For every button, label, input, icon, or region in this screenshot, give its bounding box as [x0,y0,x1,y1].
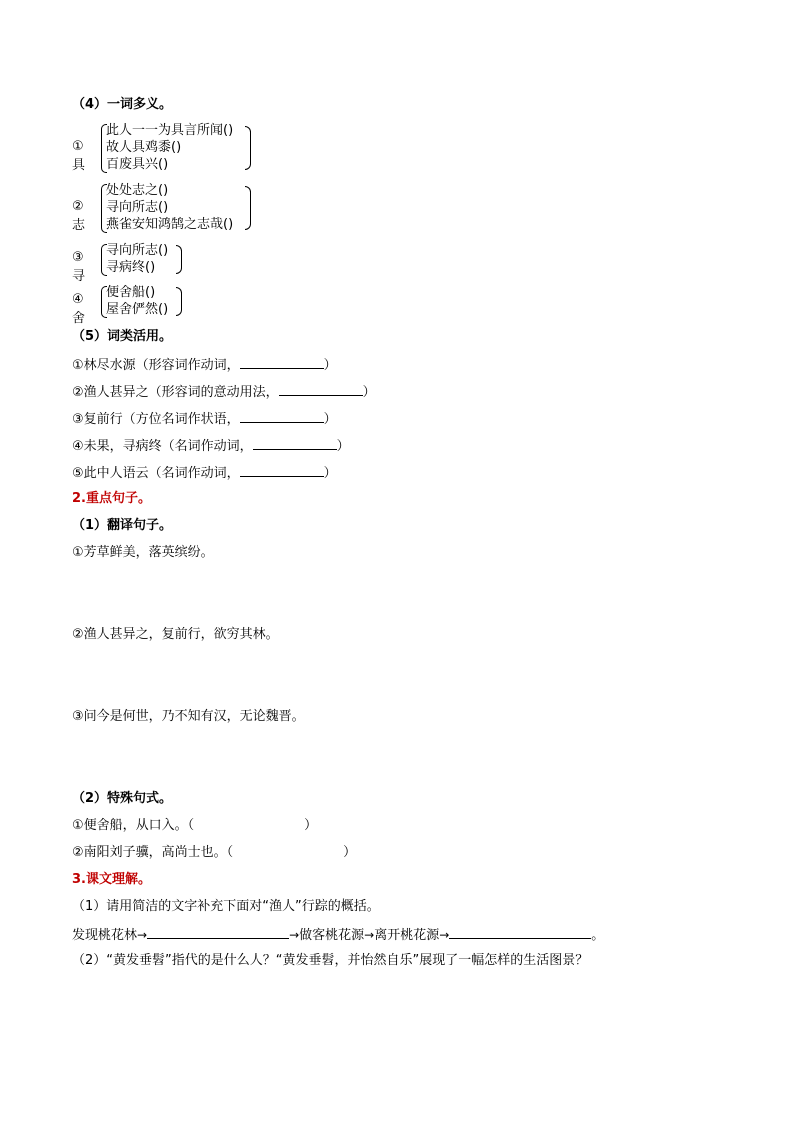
question-2: （2）“黄发垂髫”指代的是什么人？“黄发垂髫，并怡然自乐”展现了一幅怎样的生活图景？ [72,953,589,968]
translate-item: ②渔人甚异之，复前行，欲穷其林。 [72,627,279,642]
arrow-right-icon: → [137,928,148,942]
polysemy-items [106,122,233,173]
polysemy-label: ③寻 [72,250,86,284]
special-sentence-text: ②南阳刘子骥，高尚士也。（ [72,845,234,860]
polysemy-label: ②志 [72,199,86,233]
polysemy-items [106,284,168,318]
polysemy-items [106,242,168,276]
trace-flow [72,925,604,944]
comprehension-heading: 3.课文理解。 [72,872,151,887]
polysemy-label: ①具 [72,139,86,173]
polysemy-label: ④舍 [72,292,86,326]
close-paren: ） [362,385,376,400]
translate-item: ①芳草鲜美，落英缤纷。 [72,545,214,560]
key-sentences-heading: 2.重点句子。 [72,491,151,506]
polysemy-item: 屋舍俨然() [106,302,169,317]
arrow-right-icon: → [364,928,375,942]
flow-step: 发现桃花林 [72,928,138,943]
flow-end: 。 [591,928,605,943]
word-class-text: ④未果，寻病终（名词作动词， [72,439,253,454]
word-class-item [72,355,337,374]
polysemy-item: 寻向所志() [106,243,169,258]
answer-blank[interactable] [147,925,289,939]
special-sentence-heading: （2）特殊句式。 [72,791,173,806]
right-brace [245,126,251,170]
close-paren: ） [323,466,337,481]
polysemy-item: 此人一一为具言所闻() [106,123,234,138]
word-class-item [72,409,337,428]
translate-heading: （1）翻译句子。 [72,518,173,533]
special-sentence-text: ①便舍船，从口入。（ [72,818,195,833]
polysemy-items [106,182,233,233]
answer-blank[interactable] [253,436,337,450]
question-1: （1）请用简洁的文字补充下面对“渔人”行踪的概括。 [72,899,380,914]
right-brace [245,186,251,230]
answer-blank[interactable] [279,382,363,396]
answer-blank[interactable] [240,463,324,477]
arrow-right-icon: → [289,928,300,942]
polysemy-item: 寻向所志() [106,200,169,215]
word-class-item [72,382,376,401]
polysemy-item: 处处志之() [106,183,169,198]
polysemy-item: 故人具鸡黍() [106,140,182,155]
polysemy-item: 便舍船() [106,285,156,300]
polysemy-heading: （4）一词多义。 [72,97,173,112]
word-class-text: ⑤此中人语云（名词作动词， [72,466,240,481]
special-sentence-item [72,817,317,834]
special-sentence-item [72,844,356,861]
close-paren: ） [323,412,337,427]
right-brace [176,287,182,316]
answer-blank[interactable] [240,409,324,423]
close-paren: ） [304,818,318,833]
word-class-text: ①林尽水源（形容词作动词， [72,358,240,373]
polysemy-item: 寻病终() [106,260,156,275]
flow-step: 离开桃花源 [374,928,440,943]
answer-blank[interactable] [240,355,324,369]
flow-step: 做客桃花源 [299,928,365,943]
arrow-right-icon: → [439,928,450,942]
word-class-item [72,463,337,482]
close-paren: ） [343,845,357,860]
word-class-item [72,436,350,455]
right-brace [176,245,182,274]
answer-blank[interactable] [449,925,591,939]
word-class-text: ③复前行（方位名词作状语， [72,412,240,427]
close-paren: ） [336,439,350,454]
polysemy-item: 燕雀安知鸿鹄之志哉() [106,217,234,232]
word-class-text: ②渔人甚异之（形容词的意动用法， [72,385,279,400]
word-class-heading: （5）词类活用。 [72,329,173,344]
close-paren: ） [323,358,337,373]
polysemy-item: 百废具兴() [106,157,169,172]
translate-item: ③问今是何世，乃不知有汉，无论魏晋。 [72,709,305,724]
